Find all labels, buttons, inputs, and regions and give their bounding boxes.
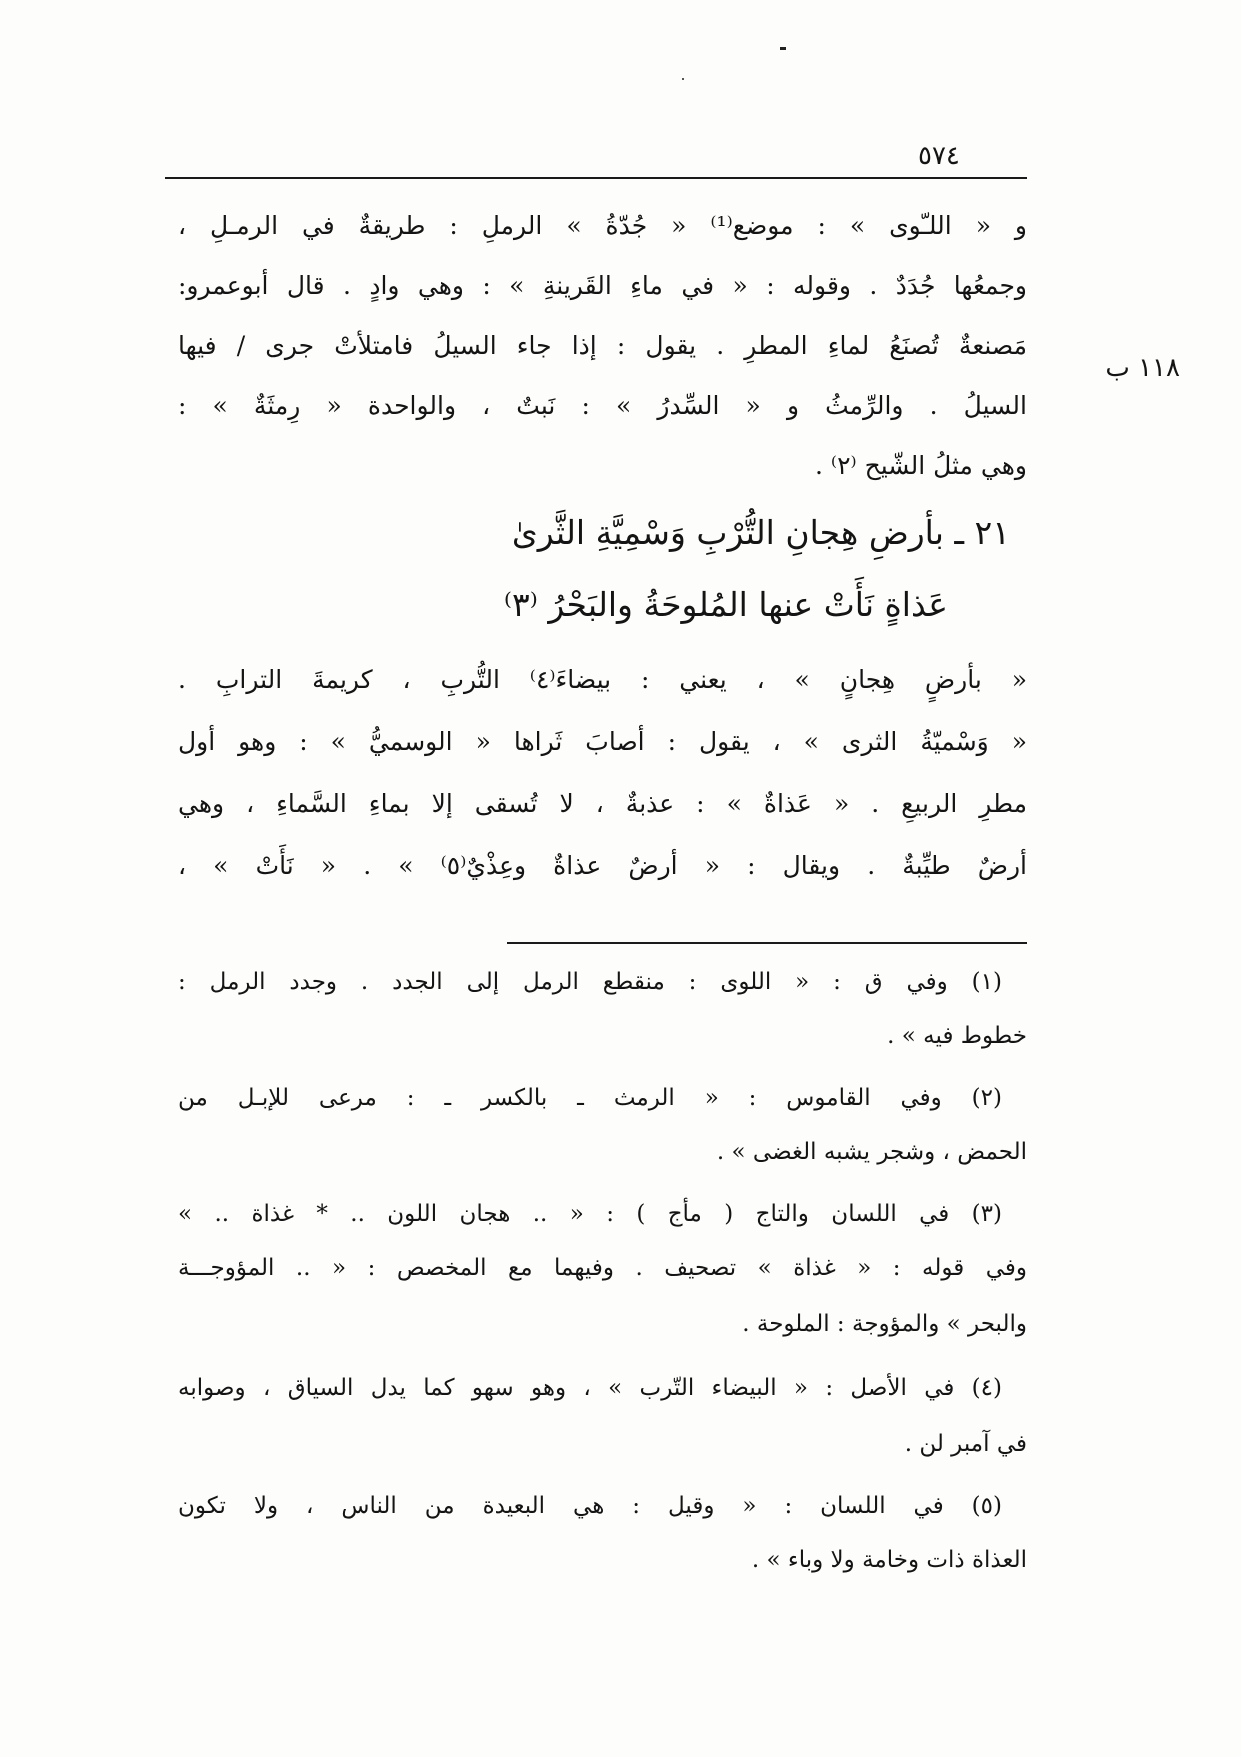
page-number: ٥٧٤ — [918, 141, 960, 171]
footnote-line: خطوط فيه » . — [887, 1023, 1027, 1049]
commentary-line: وجمعُها جُدَدٌ . وقوله : « في ماءِ القَرينةِ » : وهي وادٍ . قال أبوعمرو: — [178, 271, 1027, 300]
commentary-line: « بأرضٍ هِجانٍ » ، يعني : بيضاءَ⁽٤⁾ التُّربِ ، كريمةَ الترابِ . — [178, 665, 1027, 694]
footnote-line: والبحر » والمؤوجة : الملوحة . — [742, 1311, 1027, 1337]
footnote-line: في آمبر لن . — [904, 1431, 1027, 1457]
commentary-line: مَصنعةٌ تُصنَعُ لماءِ المطرِ . يقول : إذا جاء السيلُ فامتلأتْ جرى / فيها — [178, 331, 1027, 360]
commentary-line: أرضٌ طيِّبةٌ . ويقال : « أرضٌ عذاةٌ وعِذْيٌ⁽٥⁾ » . « نَأَتْ » ، — [178, 851, 1027, 880]
ink-speck — [780, 47, 786, 50]
footnote-line: (٥) في اللسان : « وقيل : هي البعيدة من الناس ، ولا تكون — [178, 1493, 1002, 1519]
footnote-line: وفي قوله : « غذاة » تصحيف . وفيهما مع المخصص : « .. المؤوجـــة — [178, 1255, 1027, 1281]
commentary-line: مطرِ الربيعِ . « عَذاةٌ » : عذبةٌ ، لا تُسقى إلا بماءِ السَّماءِ ، وهي — [178, 789, 1027, 818]
footnote-rule — [507, 942, 1027, 944]
commentary-line: و « اللـّوى » : موضع⁽¹⁾ « جُدّةُ » الرملِ : طريقةٌ في الرمـلِ ، — [178, 211, 1027, 240]
footnote-line: الحمض ، وشجر يشبه الغضى » . — [716, 1139, 1027, 1165]
ink-speck — [682, 78, 684, 80]
header-rule — [165, 177, 1027, 179]
commentary-line: « وَسْميّةُ الثرى » ، يقول : أصابَ ثَراها « الوسميُّ » : وهو أول — [178, 727, 1027, 756]
verse-first-hemistich: ٢١ ـ بأرضِ هِجانِ التُّرْبِ وَسْمِيَّةِ الثَّرىٰ — [511, 513, 1010, 552]
commentary-line: السيلُ . والرِّمثُ و « السِّدرُ » : نَبتٌ ، والواحدة « رِمثَةٌ » : — [178, 391, 1027, 420]
margin-folio-note: ١١٨ ب — [1105, 353, 1180, 383]
footnote-line: العذاة ذات وخامة ولا وباء » . — [751, 1547, 1027, 1573]
footnote-line: (١) وفي ق : « اللوى : منقطع الرمل إلى الجدد . وجدد الرمل : — [178, 969, 1002, 995]
footnote-line: (٤) في الأصل : « البيضاء التّرب » ، وهو سهو كما يدل السياق ، وصوابه — [178, 1375, 1002, 1401]
commentary-line: وهي مثلُ الشّيح ⁽٢⁾ . — [815, 451, 1027, 480]
verse-second-hemistich: عَذاةٍ نَأَتْ عنها المُلوحَةُ والبَحْرُ ⁽٣⁾ — [503, 585, 948, 624]
footnote-line: (٢) وفي القاموس : « الرمث ـ بالكسر ـ : مرعى للإبـل من — [178, 1085, 1002, 1111]
footnote-line: (٣) في اللسان والتاج ( مأج ) : « .. هجان اللون .. * غذاة .. » — [178, 1201, 1002, 1227]
